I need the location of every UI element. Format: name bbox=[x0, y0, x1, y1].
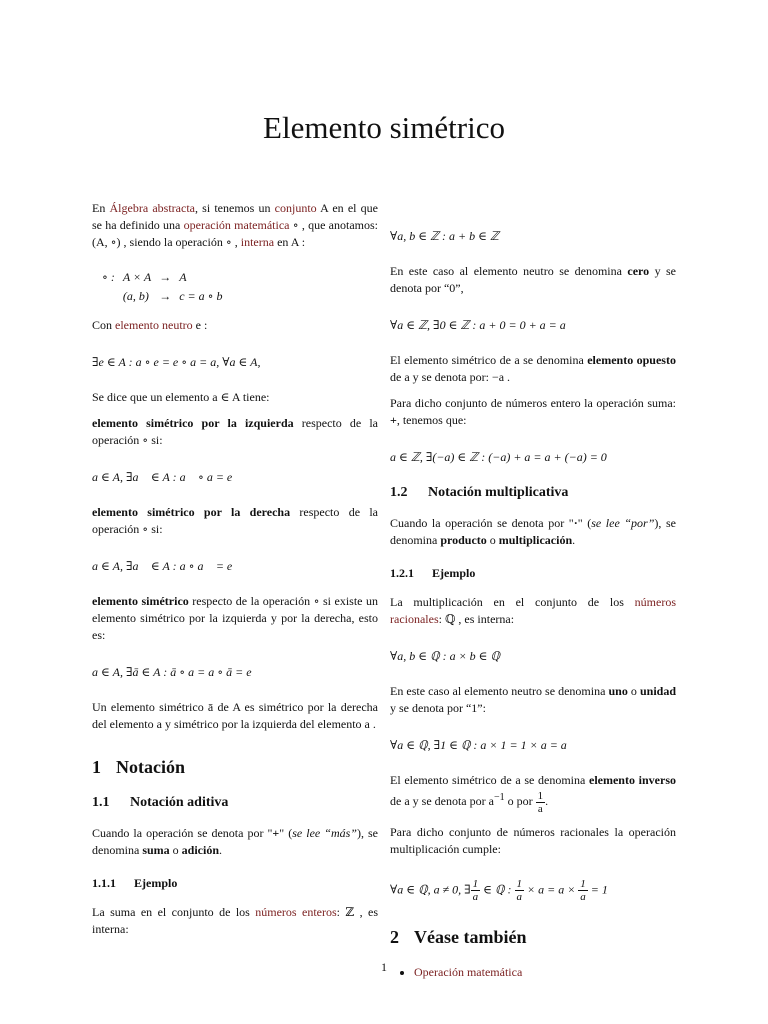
equation-simetrico: a ∈ A, ∃ā ∈ A : ā ∘ a = a ∘ ā = e bbox=[92, 665, 252, 679]
fraction: $\frac{1}{a}$ bbox=[537, 789, 544, 815]
equation-inverso: ∀a ∈ ℚ, a ≠ 0, ∃ $\frac{1}{a}$ ∈ ℚ : $\frac{1}{a}$ × a = a × $\frac{1}{a}$ = 1 bbox=[390, 877, 608, 903]
equation-neutro: ∃e ∈ A : a ∘ e = e ∘ a = a, ∀a ∈ A, bbox=[92, 355, 261, 369]
para-racionales-paragraph: Para dicho conjunto de números racionales la operación multiplicación cumple: bbox=[390, 824, 676, 856]
derecha-paragraph: elemento simétrico por la derecha respecto de la operación ∘ si: bbox=[92, 505, 378, 536]
link-numeros-racionales[interactable]: números racionales bbox=[390, 595, 676, 626]
equation-suma: ∀a, b ∈ ℤ : a + b ∈ ℤ bbox=[390, 229, 499, 243]
map-cell bbox=[102, 288, 121, 305]
page-number: 1 bbox=[381, 960, 387, 974]
map-cell: → bbox=[159, 270, 172, 284]
equation-izquierda: a ∈ A, ∃a⃗ ∈ A : a⃗ ∘ a = e bbox=[92, 470, 233, 484]
equation-opuesto: a ∈ ℤ, ∃(−a) ∈ ℤ : (−a) + a = a + (−a) = 0 bbox=[390, 450, 607, 464]
operation-mapping bbox=[100, 267, 231, 307]
map-cell: A × A bbox=[122, 270, 152, 284]
se-dice-paragraph: Se dice que un elemento a ∈ A tiene: bbox=[92, 390, 270, 404]
para-enteros-paragraph: Para dicho conjunto de números entero la operación suma: +, tenemos que: bbox=[390, 396, 676, 427]
uno-paragraph: En este caso al elemento neutro se denomina uno o unidad y se denota por “1”: bbox=[390, 684, 677, 715]
section-heading-1-2-1: 1.2.1 Ejemplo bbox=[390, 566, 476, 580]
fraction: $\frac{1}{a}$ bbox=[472, 877, 479, 903]
un-elemento-paragraph: Un elemento simétrico ā de A es simétrico por la derecha del elemento a y simétrico por la izquierda del elemento a . bbox=[92, 700, 378, 731]
section-heading-2: 2 Véase también bbox=[390, 926, 527, 947]
map-cell: → bbox=[159, 289, 172, 303]
section-heading-1-1: 1.1 Notación aditiva bbox=[92, 795, 229, 810]
link-interna[interactable]: interna bbox=[240, 235, 275, 249]
left-column bbox=[92, 200, 378, 947]
multiplicativa-paragraph: Cuando la operación se denota por "·" (se lee “por”), se denomina producto o multiplicación. bbox=[390, 516, 676, 547]
suma-paragraph: La suma en el conjunto de los números enteros: ℤ , es interna: bbox=[92, 905, 379, 936]
link-operacion-matematica-see-also[interactable]: Operación matemática bbox=[414, 964, 523, 979]
link-conjunto[interactable]: conjunto bbox=[274, 201, 317, 215]
link-elemento-neutro[interactable]: elemento neutro bbox=[115, 318, 193, 332]
right-column bbox=[390, 200, 676, 981]
equation-derecha: a ∈ A, ∃a⃖ ∈ A : a ∘ a⃖ = e bbox=[92, 559, 233, 573]
map-cell: c = a ∘ b bbox=[179, 289, 223, 303]
map-cell: (a, b) bbox=[122, 289, 149, 303]
fraction: $\frac{1}{a}$ bbox=[516, 877, 522, 903]
equation-uno: ∀a ∈ ℚ, ∃1 ∈ ℚ : a × 1 = 1 × a = a bbox=[390, 738, 567, 752]
section-heading-1: 1 Notación bbox=[92, 757, 185, 777]
section-heading-1-1-1: 1.1.1 Ejemplo bbox=[92, 876, 178, 890]
link-operacion-matematica[interactable]: operación matemática bbox=[183, 218, 290, 232]
link-algebra-abstracta[interactable]: Álgebra abstracta bbox=[109, 201, 195, 215]
section-heading-1-2: 1.2 Notación multiplicativa bbox=[390, 485, 569, 500]
map-cell: A bbox=[179, 270, 187, 284]
intro-paragraph: En Álgebra abstracta, si tenemos un conjunto A en el que se ha definido una operación matemática ∘ , que anotamos: (A, ∘) , siendo la operación ∘ , interna en A : bbox=[92, 201, 379, 249]
cero-paragraph: En este caso al elemento neutro se denomina cero y se denota por “0”, bbox=[390, 264, 676, 295]
izquierda-paragraph: elemento simétrico por la izquierda respecto de la operación ∘ si: bbox=[92, 416, 378, 447]
simetrico-paragraph: elemento simétrico respecto de la operación ∘ si existe un elemento simétrico por la izquierda y por la derecha, esto es: bbox=[92, 594, 378, 642]
neutro-paragraph: Con elemento neutro e : bbox=[92, 318, 208, 332]
fraction: $\frac{1}{a}$ bbox=[580, 877, 586, 903]
link-numeros-enteros[interactable]: números enteros bbox=[255, 905, 337, 919]
map-cell: ∘ : bbox=[102, 270, 115, 284]
multiplicacion-paragraph: La multiplicación en el conjunto de los números racionales: ℚ , es interna: bbox=[390, 595, 676, 626]
equation-multiplicacion: ∀a, b ∈ ℚ : a × b ∈ ℚ bbox=[390, 649, 500, 663]
equation-cero: ∀a ∈ ℤ, ∃0 ∈ ℤ : a + 0 = 0 + a = a bbox=[390, 318, 566, 332]
page-title: Elemento simétrico bbox=[263, 110, 505, 145]
inverso-paragraph: El elemento simétrico de a se denomina elemento inverso de a y se denota por $a^{-1}$ o por $\frac{1}{a}$ . bbox=[390, 773, 676, 815]
aditiva-paragraph: Cuando la operación se denota por "+" (se lee “más”), se denomina suma o adición. bbox=[92, 826, 378, 857]
opuesto-paragraph: El elemento simétrico de a se denomina elemento opuesto de a y se denota por: −a . bbox=[390, 353, 676, 384]
